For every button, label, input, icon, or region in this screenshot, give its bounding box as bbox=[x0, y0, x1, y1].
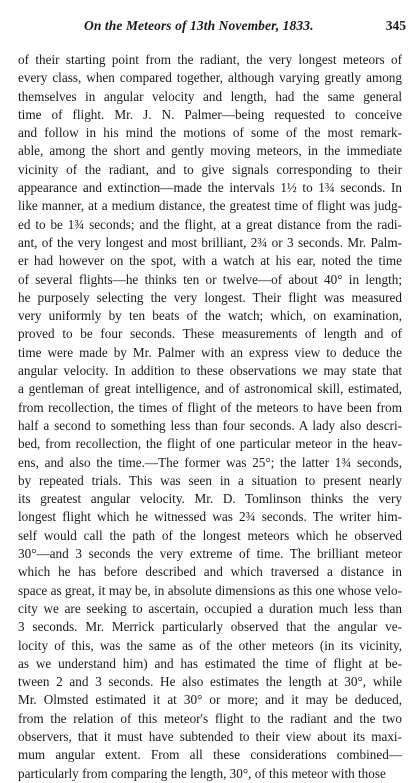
text-line: longest flight which he witnessed was 2¾ seconds. The writer him- bbox=[18, 509, 402, 525]
text-line: er had however on the spot, with a watch at his ear, noted the time bbox=[18, 253, 402, 269]
text-line: he purposely selecting the very longest. Their flight was measured bbox=[18, 289, 402, 305]
text-line: time were made by Mr. Palmer with an express view to deduce the bbox=[18, 344, 402, 360]
text-line: 30°—and 3 seconds the very extreme of time. The brilliant meteor bbox=[18, 546, 402, 562]
text-line: ed to be 1¾ seconds; and the flight, at a great distance from the radi- bbox=[18, 216, 402, 232]
text-line: from recollection, the times of flight of the meteors to have been from bbox=[18, 399, 402, 415]
text-line: a gentleman of great intelligence, and of astronomical skill, estimated, bbox=[18, 381, 402, 397]
text-line: half a second to something less than four seconds. A lady also descri- bbox=[18, 417, 402, 433]
text-line: of several flights—he thinks ten or twelve—of about 40° in length; bbox=[18, 271, 402, 287]
text-line: like manner, at a medium distance, the greatest time of flight was judg- bbox=[18, 198, 402, 214]
text-line: self would call the path of the longest meteors which he observed bbox=[18, 527, 402, 543]
text-line: ant, of the very longest and most brilliant, 2¾ or 3 seconds. Mr. Palm- bbox=[18, 234, 402, 250]
running-head bbox=[14, 16, 406, 36]
text-line: angular velocity. In addition to these observations we may state that bbox=[18, 363, 402, 379]
text-line: which he has before described and which traversed a distance in bbox=[18, 564, 402, 580]
text-line: observers, that it must have subtended to their view about its maxi- bbox=[18, 728, 402, 744]
text-line: every class, when compared together, although varying greatly among bbox=[18, 70, 402, 86]
text-line: Mr. Olmsted estimated it at 30° or more; and it may be deduced, bbox=[18, 692, 402, 708]
text-line: particularly from comparing the length, 30°, of this meteor with those bbox=[18, 765, 386, 781]
text-line: bed, from recollection, the flight of one particular meteor in the heav- bbox=[18, 436, 402, 452]
text-line: themselves in angular velocity and length, had the same general bbox=[18, 88, 402, 104]
text-line: 3 seconds. Mr. Merrick particularly observed that the angular ve- bbox=[18, 619, 402, 635]
text-line: proved to be four seconds. These measurements of length and of bbox=[18, 326, 402, 342]
text-line: tween 2 and 3 seconds. He also estimates the length at 30°, while bbox=[18, 674, 402, 690]
text-line: city we are seeking to ascertain, occupied a duration much less than bbox=[18, 600, 402, 616]
text-line: very uniformly by ten beats of the watch; which, on examination, bbox=[18, 308, 402, 324]
page-number: 345 bbox=[385, 18, 406, 33]
text-line: able, among the short and gently moving meteors, in the immediate bbox=[18, 143, 402, 159]
text-line: appearance and extinction—made the intervals 1½ to 1¾ seconds. In bbox=[18, 180, 402, 196]
text-line: of their starting point from the radiant, the very longest meteors of bbox=[18, 52, 402, 67]
text-line: from the relation of this meteor's flight to the radiant and the two bbox=[18, 710, 402, 726]
text-line: and follow in his mind the motions of some of the most remark- bbox=[18, 125, 402, 141]
text-line: by repeated trials. This was seen in a situation to present nearly bbox=[18, 472, 402, 488]
text-line: mum angular extent. From all these considerations combined— bbox=[18, 747, 402, 763]
text-line: vicinity of the radiant, and to give signals corresponding to their bbox=[18, 161, 402, 177]
text-line: locity of this, was the same as of the other meteors (in its vicinity, bbox=[18, 637, 402, 653]
text-line: ens, and also the time.—The former was 25°; the latter 1¾ seconds, bbox=[18, 454, 402, 470]
text-line: space as great, it may be, in absolute dimensions as this one whose velo- bbox=[18, 582, 402, 598]
text-line: time of flight. Mr. J. N. Palmer—being requested to conceive bbox=[18, 106, 402, 122]
text-line: its greatest angular velocity. Mr. D. Tomlinson thinks the very bbox=[18, 491, 402, 507]
running-title: On the Meteors of 13th November, 1833. bbox=[84, 18, 314, 33]
body-text bbox=[18, 51, 402, 783]
text-line: as we understand him) and has estimated the time of flight at be- bbox=[18, 655, 402, 671]
